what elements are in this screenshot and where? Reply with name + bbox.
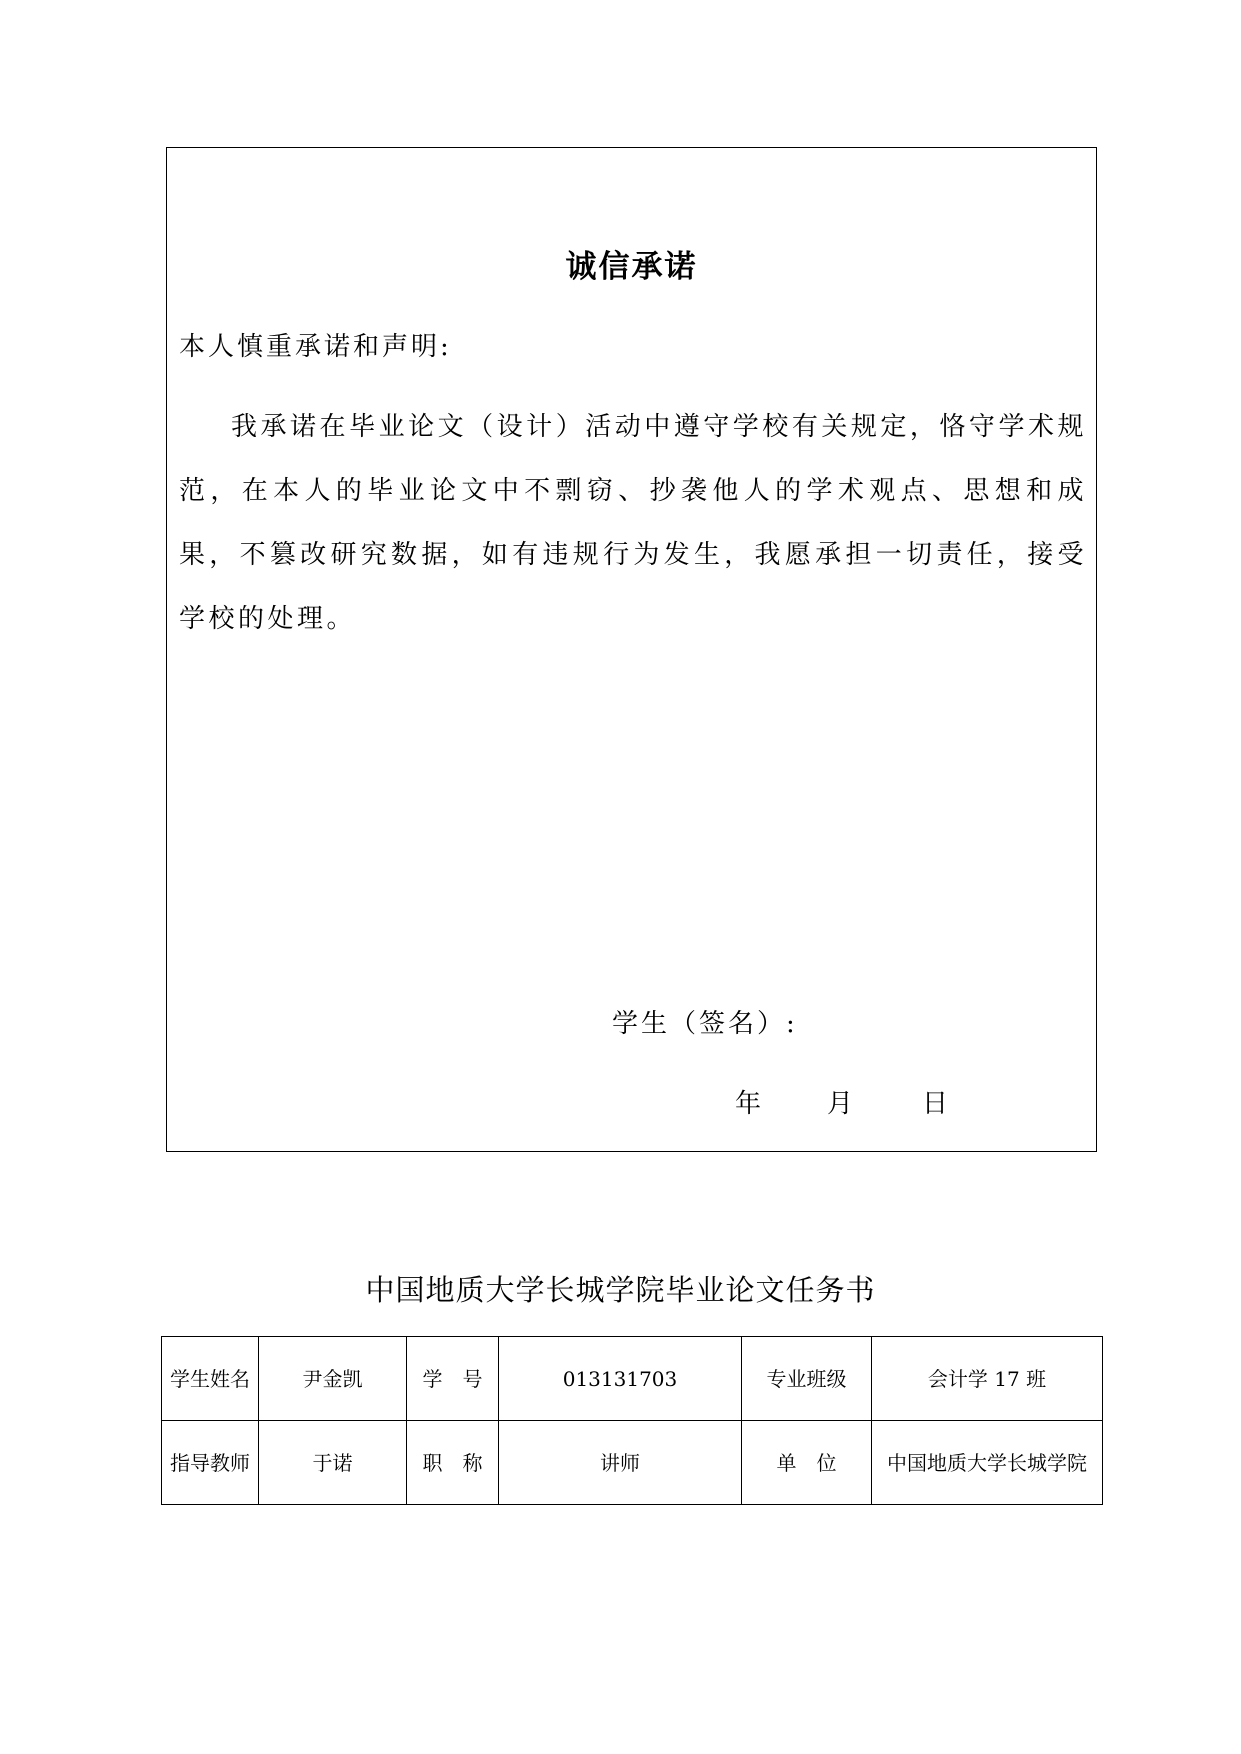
label-student-name: 学生姓名 [162, 1337, 259, 1421]
task-info-table [161, 1336, 1103, 1505]
value-affiliation: 中国地质大学长城学院 [872, 1421, 1103, 1505]
pledge-title: 诚信承诺 [565, 249, 698, 285]
label-student-id: 学 号 [407, 1337, 499, 1421]
date-day-label: 日 [922, 1089, 949, 1119]
value-major-class: 会计学 17 班 [872, 1337, 1103, 1421]
pledge-body: 我承诺在毕业论文（设计）活动中遵守学校有关规定，恪守学术规范，在本人的毕业论文中不剽窃、抄袭他人的学术观点、思想和成果，不篡改研究数据，如有违规行为发生，我愿承担一切责任，接受学校的处理。 [179, 412, 1087, 634]
pledge-intro: 本人慎重承诺和声明: [179, 332, 452, 362]
value-student-name: 尹金凯 [259, 1337, 407, 1421]
label-affiliation: 单 位 [742, 1421, 872, 1505]
student-signature-label: 学生（签名）: [612, 1009, 798, 1039]
value-student-id: 013131703 [499, 1337, 742, 1421]
label-title-rank: 职 称 [407, 1421, 499, 1505]
label-major-class: 专业班级 [742, 1337, 872, 1421]
date-month-label: 月 [827, 1089, 854, 1119]
signature-date [735, 1083, 948, 1120]
value-title-rank: 讲师 [499, 1421, 742, 1505]
label-advisor: 指导教师 [162, 1421, 259, 1505]
table-row [162, 1421, 1103, 1505]
date-year-label: 年 [735, 1089, 762, 1119]
integrity-pledge-box [166, 147, 1097, 1152]
task-book-title: 中国地质大学长城学院毕业论文任务书 [365, 1273, 876, 1307]
value-advisor: 于诺 [259, 1421, 407, 1505]
table-row [162, 1337, 1103, 1421]
